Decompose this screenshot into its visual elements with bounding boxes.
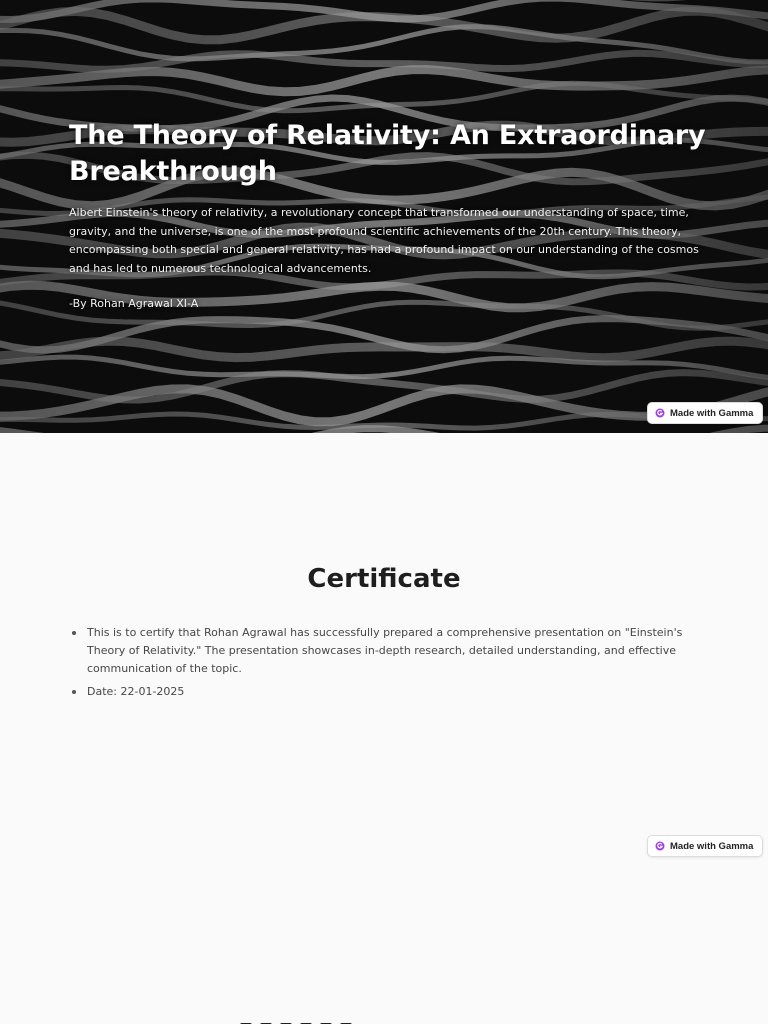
list-item: Date: 22-01-2025: [87, 683, 707, 701]
made-with-gamma-button[interactable]: [647, 835, 763, 857]
author-line: -By Rohan Agrawal XI-A: [69, 297, 199, 310]
certificate-title: Certificate: [307, 564, 461, 594]
wave-stripe: [0, 53, 768, 69]
certificate-list: [69, 624, 707, 706]
title-slide: [0, 0, 768, 433]
title-slide-content: [69, 118, 709, 312]
gamma-logo-icon: [655, 408, 665, 418]
made-with-gamma-button[interactable]: [647, 402, 763, 424]
next-slide-title-peek: [240, 1016, 420, 1024]
certificate-slide: [0, 433, 768, 866]
list-item: This is to certify that Rohan Agrawal has successfully prepared a comprehensive presentation on "Einstein's Theory of Relativity." The presentation showcases in-depth research, detailed understanding, and effective communication of the topic.: [87, 624, 707, 678]
presentation-title: The Theory of Relativity: An Extraordinary Breakthrough: [69, 120, 706, 187]
presentation-description: Albert Einstein's theory of relativity, a revolutionary concept that transformed our understanding of space, time, gravity, and the universe, is one of the most profound scientific achievements of the 20th century. This theory, encompassing both special and general relativity, has had a profound impact on our understanding of the cosmos and has led to numerous technological advancements.: [69, 206, 699, 275]
wave-stripe: [0, 11, 768, 40]
gamma-logo-icon: [655, 841, 665, 851]
wave-stripe: [0, 341, 768, 358]
made-with-gamma-label: Made with Gamma: [670, 840, 754, 852]
made-with-gamma-label: Made with Gamma: [670, 407, 754, 419]
